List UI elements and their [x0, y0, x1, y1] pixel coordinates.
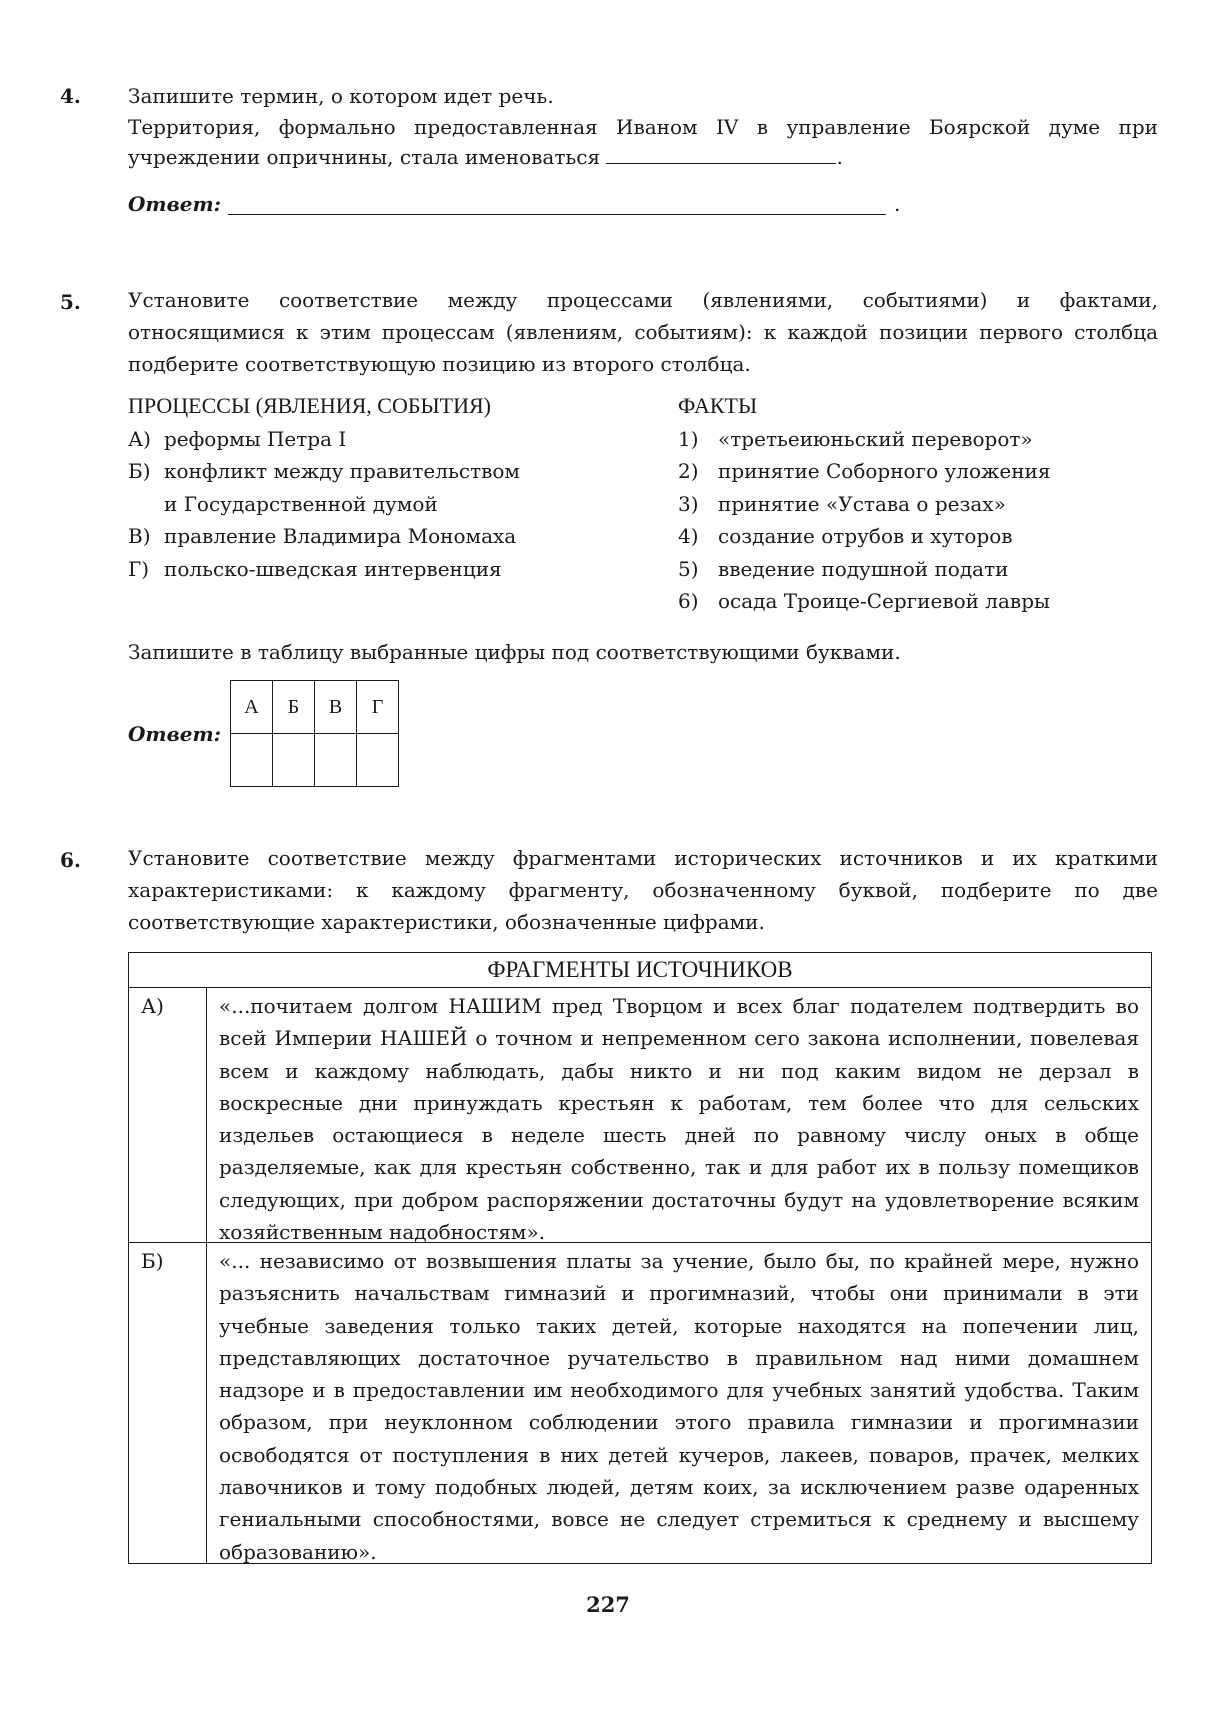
page-number: 227 — [586, 1592, 630, 1617]
fact-item-1: 1) «третьеиюньский переворот» — [678, 426, 1033, 451]
answer-cell-g[interactable] — [357, 734, 399, 787]
fact-item-5: 5) введение подушной подати — [678, 556, 1009, 581]
question-5-table-instruction: Запишите в таблицу выбранные цифры под соответствующими буквами. — [128, 640, 901, 664]
fragment-text-b: «... независимо от возвышения платы за учение, было бы, по крайней мере, нужно разъяснить начальствам гимназий и прогимназий, чтобы они принимали в эти учебные заведения только таких детей, которые находятся на попечении лиц, представляющих достаточное ручательство в правильном над ними домашнем надзоре и в предоставлении им необходимого для учебных занятий удобства. Таким образом, при неуклонном соблюдении этого правила гимназии и прогимназии освободятся от поступления в них детей кучеров, лакеев, поваров, прачек, мелких лавочников и тому подобных людей, детям коих, за исключением разве одаренных гениальными способностями, вовсе не следует стремиться к среднему и высшему образованию». — [219, 1249, 1139, 1564]
processes-header: ПРОЦЕССЫ (ЯВЛЕНИЯ, СОБЫТИЯ) — [128, 393, 491, 418]
question-5-answer-label: Ответ: — [128, 722, 221, 746]
question-4-answer-label: Ответ: — [128, 192, 221, 216]
process-item-b-cont: и Государственной думой — [164, 491, 438, 516]
question-5-text: Установите соответствие между процессами (явлениями, событиями) и фактами, относящимися к этим процессам (явлениям, событиям): к каждой позиции первого столбца подберите соответствующую позицию из второго столбца. — [128, 288, 1158, 376]
process-item-a: А) реформы Петра I — [128, 426, 347, 451]
fragment-text-a: «...почитаем долгом НАШИМ пред Творцом и всех благ подателем подтвердить во всей Империи НАШЕЙ о точном и непременном сего закона исполнении, повелевая всем и каждому наблюдать, дабы никто и ни под каким видом не дерзал в воскресные дни принуждать крестьян к работам, тем более что для сельских издельев остающиеся в неделе шесть дней по равному числу оных в обще разделяемые, как для крестьян собственно, так и для работ их в пользу помещиков следующих, при добром распоряжении достаточны будут на удовлетворение всяким хозяйственным надобностям». — [219, 994, 1139, 1245]
question-4-answer-end: . — [894, 192, 901, 216]
answer-header-g: Г — [357, 681, 399, 734]
fragment-label-b: Б) — [129, 1243, 207, 1563]
fragment-row-b — [129, 1243, 1151, 1563]
question-4-body: Территория, формально предоставленная Иваном IV в управление Боярской думе при учреждении опричнины, стала именоваться — [128, 115, 1158, 169]
question-4-instruction: Запишите термин, о котором идет речь. — [128, 84, 554, 108]
process-item-v: В) правление Владимира Мономаха — [128, 524, 517, 548]
question-5-answer-table — [230, 680, 399, 787]
processes-column — [128, 390, 648, 585]
question-5-number: 5. — [60, 290, 81, 314]
fact-item-4: 4) создание отрубов и хуторов — [678, 524, 1013, 548]
answer-cell-a[interactable] — [231, 734, 273, 787]
question-4-blank-end: . — [836, 145, 843, 169]
question-4-number: 4. — [60, 84, 81, 108]
question-6-text: Установите соответствие между фрагментами исторических источников и их краткими характеристиками: к каждому фрагменту, обозначенному буквой, подберите по две соответствующие характеристики, обозначенные цифрами. — [128, 846, 1158, 934]
process-item-b: Б) конфликт между правительством — [128, 459, 520, 483]
fragment-row-a — [129, 988, 1151, 1243]
sources-table — [128, 952, 1152, 1564]
answer-header-a: А — [231, 681, 273, 734]
answer-header-v: В — [315, 681, 357, 734]
sources-table-header: ФРАГМЕНТЫ ИСТОЧНИКОВ — [129, 953, 1151, 988]
facts-column — [678, 390, 1158, 618]
fact-item-3: 3) принятие «Устава о резах» — [678, 491, 1006, 516]
question-4-blank[interactable] — [606, 143, 836, 164]
answer-cell-v[interactable] — [315, 734, 357, 787]
facts-header: ФАКТЫ — [678, 393, 758, 418]
fragment-label-a: А) — [129, 988, 207, 1242]
question-6-number: 6. — [60, 848, 81, 872]
answer-header-b: Б — [273, 681, 315, 734]
question-4-text — [128, 112, 1158, 172]
fact-item-2: 2) принятие Соборного уложения — [678, 459, 1051, 483]
process-item-g: Г) польско-шведская интервенция — [128, 556, 502, 581]
answer-cell-b[interactable] — [273, 734, 315, 787]
question-4-answer-field[interactable] — [228, 214, 886, 215]
fact-item-6: 6) осада Троице-Сергиевой лавры — [678, 589, 1050, 613]
